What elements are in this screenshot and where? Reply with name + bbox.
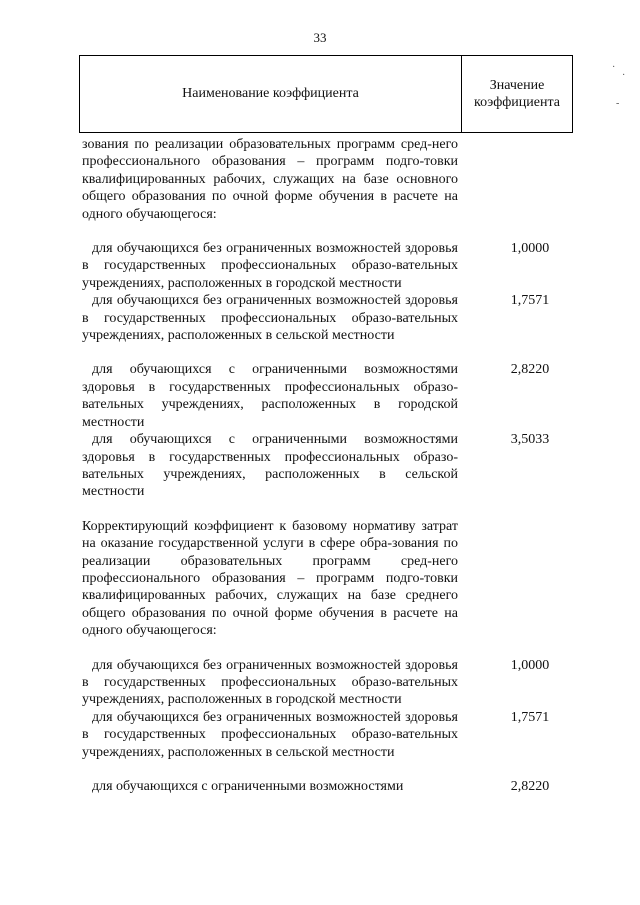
coefficient-value: 1,0000 bbox=[510, 657, 550, 673]
table-header bbox=[79, 55, 573, 133]
coefficient-value: 1,7571 bbox=[510, 709, 550, 725]
document-body bbox=[82, 136, 562, 795]
second-coefficient-intro: Корректирующий коэффициент к базовому нормативу затрат на оказание государственной услуги в сфере обра-зования по реализации образовательных программ сред-него профессионального образования – программ подго-товки квалифицированных рабочих, служащих на базе среднего общего образования по очной форме обучения в расчете на одного обучающегося: bbox=[82, 518, 458, 639]
header-value-line-1: Значение bbox=[489, 78, 545, 93]
coefficient-description: для обучающихся без ограниченных возможностей здоровья в государственных профессиональных образо-вательных учреждениях, расположенных в городской местности bbox=[82, 657, 458, 708]
intro-continuation: зования по реализации образовательных программ сред-него профессионального образования – программ подго-товки квалифицированных рабочих, служащих на базе основного общего образования по очной форме обучения в расчете на одного обучающегося: bbox=[82, 137, 458, 222]
header-name-column: Наименование коэффициента bbox=[80, 56, 462, 132]
coefficient-row bbox=[82, 778, 562, 795]
coefficient-row bbox=[82, 361, 562, 431]
coefficient-value: 3,5033 bbox=[510, 432, 550, 448]
coefficient-description: для обучающихся с ограниченными возможностями здоровья в государственных профессиональных образо-вательных учреждениях, расположенных в городской местности bbox=[82, 362, 458, 430]
scan-speck: · bbox=[622, 70, 626, 81]
coefficient-description: для обучающихся с ограниченными возможностями bbox=[92, 779, 404, 794]
coefficient-value: 1,0000 bbox=[510, 241, 550, 257]
coefficient-description: для обучающихся без ограниченных возможностей здоровья в государственных профессиональных образо-вательных учреждениях, расположенных в городской местности bbox=[82, 241, 458, 291]
coefficient-value: 1,7571 bbox=[510, 293, 550, 309]
coefficient-description: для обучающихся с ограниченными возможностями здоровья в государственных профессиональных образо-вательных учреждениях, расположенных в сельской местности bbox=[82, 432, 458, 500]
coefficient-row bbox=[82, 709, 562, 761]
scan-speck: - bbox=[616, 98, 620, 109]
coefficient-row bbox=[82, 240, 562, 292]
coefficient-description: для обучающихся без ограниченных возможностей здоровья в государственных профессиональных образо-вательных учреждениях, расположенных в сельской местности bbox=[82, 709, 458, 760]
scan-speck: · bbox=[612, 62, 616, 73]
coefficient-description: для обучающихся без ограниченных возможностей здоровья в государственных профессиональных образо-вательных учреждениях, расположенных в сельской местности bbox=[82, 293, 458, 344]
page-number: 33 bbox=[313, 30, 327, 45]
header-value-line-2: коэффициента bbox=[474, 95, 560, 110]
coefficient-row bbox=[82, 657, 562, 709]
header-value-column bbox=[462, 56, 572, 132]
coefficient-row bbox=[82, 431, 562, 501]
coefficient-row bbox=[82, 292, 562, 344]
coefficient-value: 2,8220 bbox=[510, 362, 550, 378]
coefficient-value: 2,8220 bbox=[510, 779, 550, 794]
